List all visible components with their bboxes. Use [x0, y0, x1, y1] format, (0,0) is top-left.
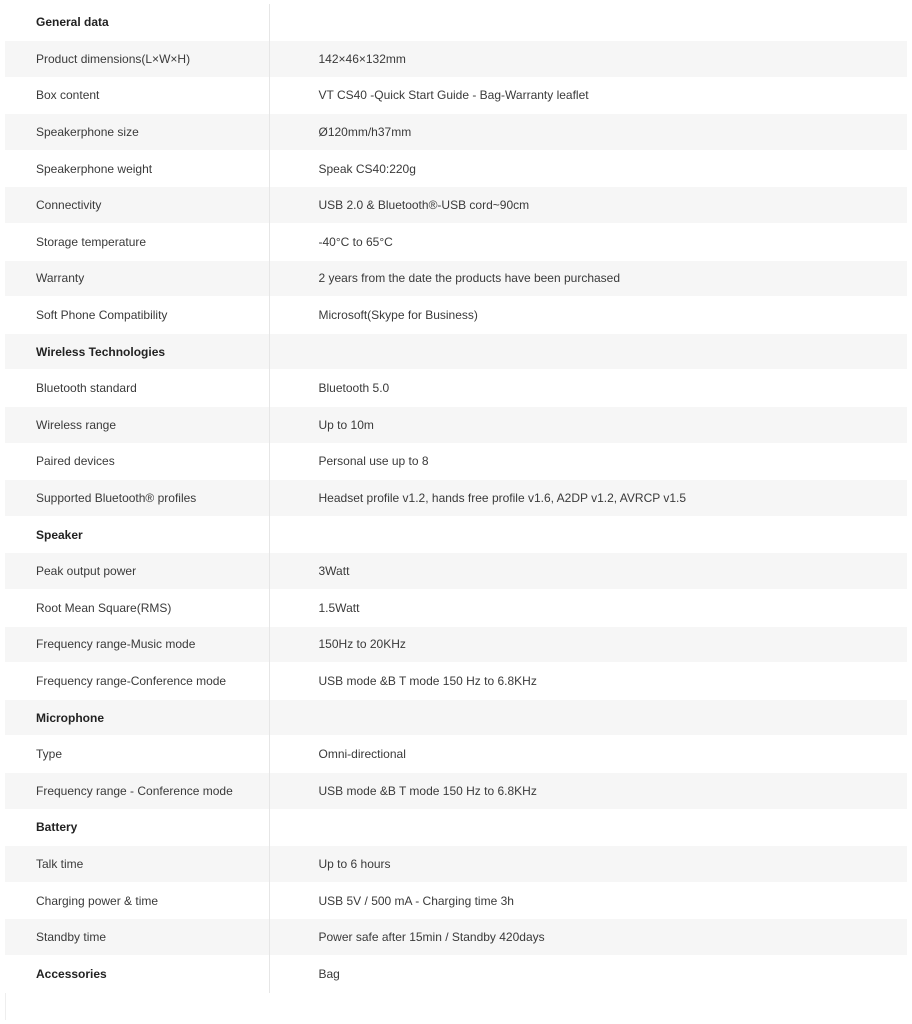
row-value — [269, 516, 907, 553]
section-header-row — [5, 516, 907, 553]
table-row — [5, 114, 907, 151]
row-label: General data — [5, 4, 269, 41]
row-label: Wireless Technologies — [5, 333, 269, 370]
row-label: Soft Phone Compatibility — [5, 297, 269, 334]
row-label: Battery — [5, 809, 269, 846]
row-label: Supported Bluetooth® profiles — [5, 480, 269, 517]
row-label: Warranty — [5, 260, 269, 297]
row-label: Type — [5, 736, 269, 773]
row-label: Box content — [5, 77, 269, 114]
table-row — [5, 150, 907, 187]
table-row — [5, 187, 907, 224]
table-row — [5, 77, 907, 114]
row-label: Frequency range-Music mode — [5, 626, 269, 663]
row-value: 3Watt — [269, 553, 907, 590]
row-value — [269, 809, 907, 846]
row-label: Bluetooth standard — [5, 370, 269, 407]
specifications-table — [5, 4, 907, 993]
row-label: Microphone — [5, 699, 269, 736]
table-row — [5, 443, 907, 480]
table-row — [5, 480, 907, 517]
table-row — [5, 370, 907, 407]
row-value: 1.5Watt — [269, 590, 907, 627]
row-value: Power safe after 15min / Standby 420days — [269, 919, 907, 956]
table-row — [5, 919, 907, 956]
row-value: 142×46×132mm — [269, 41, 907, 78]
row-value: Ø120mm/h37mm — [269, 114, 907, 151]
row-value: 2 years from the date the products have been purchased — [269, 260, 907, 297]
row-label: Wireless range — [5, 407, 269, 444]
row-label: Talk time — [5, 846, 269, 883]
section-header-row — [5, 955, 907, 992]
row-value: Up to 6 hours — [269, 846, 907, 883]
row-value: Bag — [269, 955, 907, 992]
table-row — [5, 41, 907, 78]
row-label: Standby time — [5, 919, 269, 956]
row-value: USB 2.0 & Bluetooth®-USB cord~90cm — [269, 187, 907, 224]
specifications-table-body — [5, 4, 907, 992]
row-label: Speakerphone size — [5, 114, 269, 151]
table-row — [5, 772, 907, 809]
row-value — [269, 333, 907, 370]
table-row — [5, 663, 907, 700]
row-value: USB 5V / 500 mA - Charging time 3h — [269, 882, 907, 919]
section-header-row — [5, 333, 907, 370]
row-value: Bluetooth 5.0 — [269, 370, 907, 407]
table-row — [5, 297, 907, 334]
table-row — [5, 882, 907, 919]
row-label: Peak output power — [5, 553, 269, 590]
table-row — [5, 736, 907, 773]
row-label: Speaker — [5, 516, 269, 553]
row-value: -40°C to 65°C — [269, 224, 907, 261]
row-label: Paired devices — [5, 443, 269, 480]
table-row — [5, 260, 907, 297]
row-value: USB mode &B T mode 150 Hz to 6.8KHz — [269, 772, 907, 809]
row-value: Up to 10m — [269, 407, 907, 444]
table-row — [5, 407, 907, 444]
row-value — [269, 4, 907, 41]
row-value: VT CS40 -Quick Start Guide - Bag-Warranty leaflet — [269, 77, 907, 114]
row-value: Personal use up to 8 — [269, 443, 907, 480]
row-value: Omni-directional — [269, 736, 907, 773]
row-label: Storage temperature — [5, 224, 269, 261]
section-header-row — [5, 4, 907, 41]
row-label: Product dimensions(L×W×H) — [5, 41, 269, 78]
row-value: USB mode &B T mode 150 Hz to 6.8KHz — [269, 663, 907, 700]
row-label: Frequency range-Conference mode — [5, 663, 269, 700]
row-label: Charging power & time — [5, 882, 269, 919]
row-value: Speak CS40:220g — [269, 150, 907, 187]
row-label: Connectivity — [5, 187, 269, 224]
row-label: Speakerphone weight — [5, 150, 269, 187]
table-row — [5, 590, 907, 627]
row-value: Microsoft(Skype for Business) — [269, 297, 907, 334]
section-header-row — [5, 699, 907, 736]
section-header-row — [5, 809, 907, 846]
table-row — [5, 846, 907, 883]
row-value — [269, 699, 907, 736]
row-label: Frequency range - Conference mode — [5, 772, 269, 809]
row-label: Root Mean Square(RMS) — [5, 590, 269, 627]
row-label: Accessories — [5, 955, 269, 992]
row-value: 150Hz to 20KHz — [269, 626, 907, 663]
row-value: Headset profile v1.2, hands free profile v1.6, A2DP v1.2, AVRCP v1.5 — [269, 480, 907, 517]
table-row — [5, 626, 907, 663]
table-row — [5, 553, 907, 590]
table-row — [5, 224, 907, 261]
